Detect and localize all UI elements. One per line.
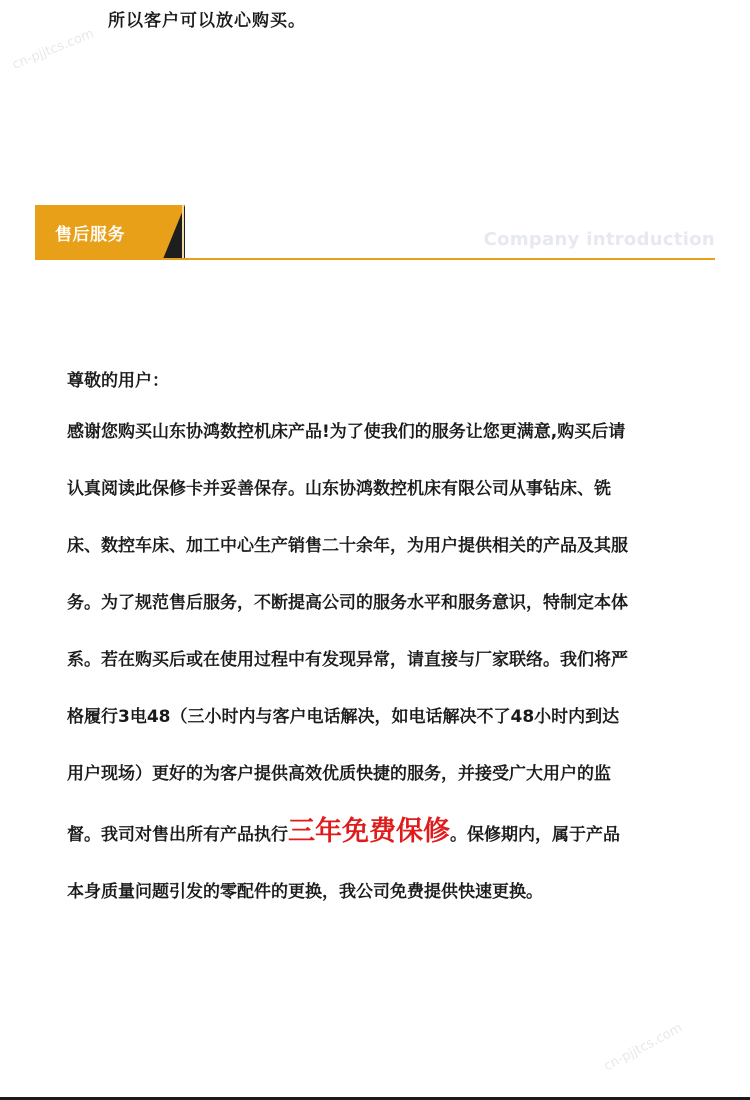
intro-text: 所以客户可以放心购买。	[108, 11, 306, 31]
letter-line: 感谢您购买山东协鸿数控机床产品!为了使我们的服务让您更满意,购买后请	[67, 422, 626, 442]
section-title: 售后服务	[55, 224, 125, 245]
letter-greeting: 尊敬的用户：	[67, 371, 169, 391]
warranty-highlight: 三年免费保修	[288, 816, 450, 847]
header-divider	[35, 258, 715, 260]
tab-edge-decoration	[182, 205, 184, 259]
letter-line: 认真阅读此保修卡并妥善保存。山东协鸿数控机床有限公司从事钻床、铣	[67, 479, 611, 499]
letter-line-highlight	[67, 803, 697, 864]
letter-body	[67, 358, 697, 921]
letter-last-line: 本身质量问题引发的零配件的更换，我公司免费提供快速更换。	[67, 882, 543, 902]
letter-line: 系。若在购买后或在使用过程中有发现异常，请直接与厂家联络。我们将严	[67, 650, 628, 670]
letter-line: 用户现场）更好的为客户提供高效优质快捷的服务，并接受广大用户的监	[67, 764, 611, 784]
watermark: cn-pjjtcs.com	[10, 26, 97, 73]
letter-line: 床、数控车床、加工中心生产销售二十余年，为用户提供相关的产品及其服	[67, 536, 628, 556]
letter-line: 务。为了规范售后服务，不断提高公司的服务水平和服务意识，特制定本体	[67, 593, 628, 613]
highlight-line-suffix: 。保修期内，属于产品	[450, 825, 620, 845]
highlight-line-prefix: 督。我司对售出所有产品执行	[67, 825, 288, 845]
section-subtitle: Company introduction	[483, 229, 715, 250]
watermark: cn-pjjtcs.com	[601, 1020, 685, 1075]
letter-line: 格履行3电48（三小时内与客户电话解决，如电话解决不了48小时内到达	[67, 707, 620, 727]
section-header	[35, 205, 715, 261]
